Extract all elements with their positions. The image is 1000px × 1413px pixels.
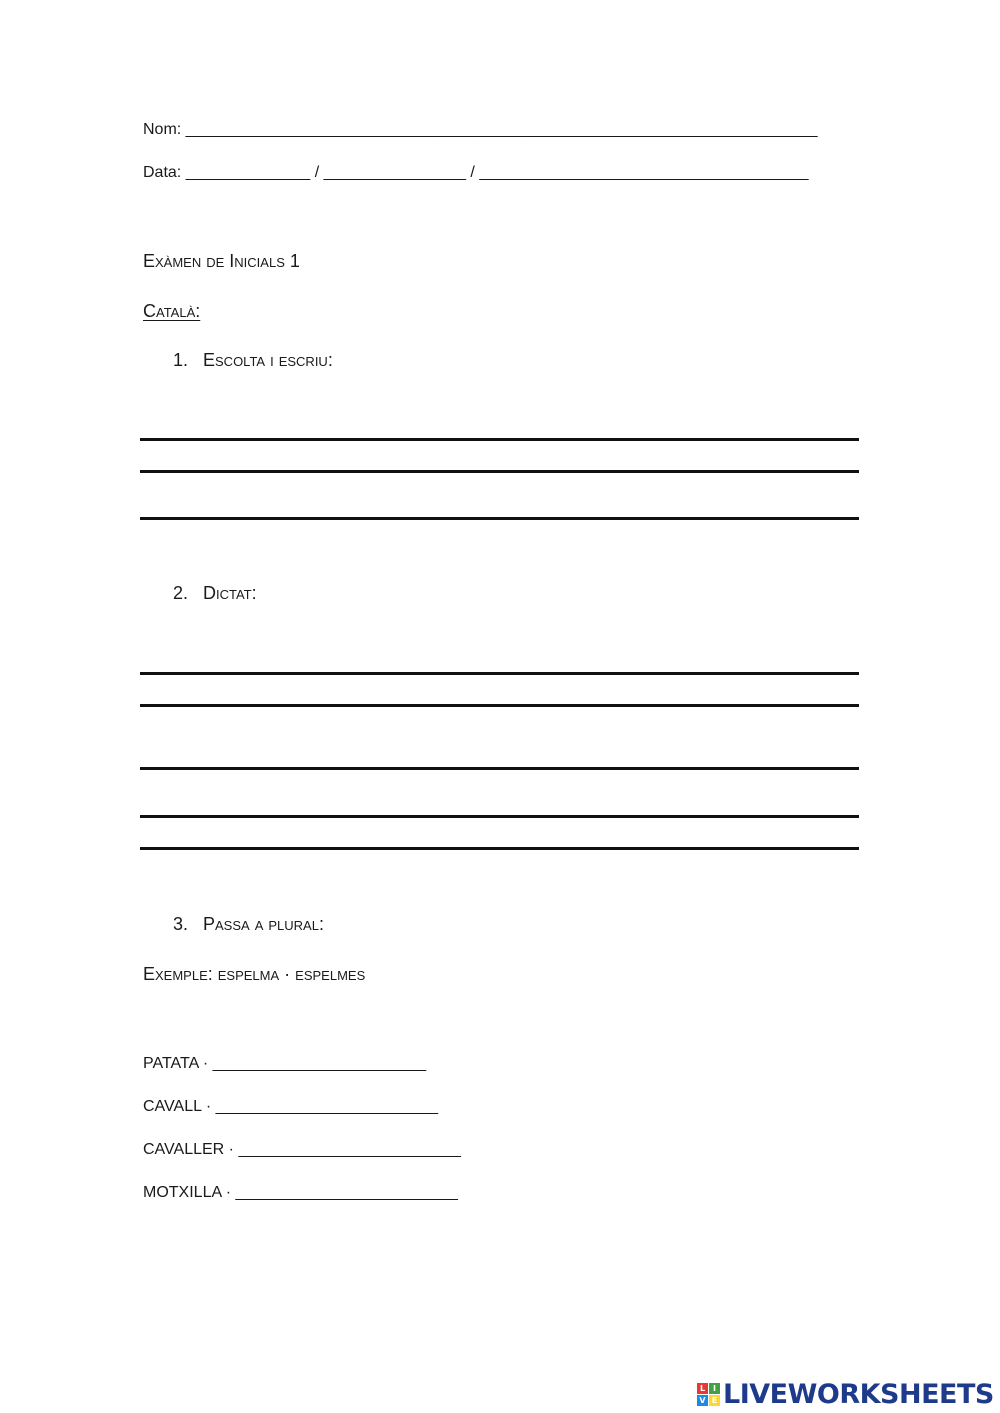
subject-heading: Català: (143, 301, 201, 321)
logo-tiles (697, 1383, 720, 1406)
logo-tile: L (697, 1383, 708, 1394)
plural-item-cavall[interactable]: CAVALL · _________________________ (143, 1098, 439, 1115)
answer-line[interactable] (140, 672, 859, 675)
answer-line[interactable] (140, 815, 859, 818)
logo-tile: E (709, 1395, 720, 1406)
section-3-heading (173, 914, 324, 934)
answer-line[interactable] (140, 767, 859, 770)
answer-line[interactable] (140, 470, 859, 473)
section-title: Passa a plural: (203, 914, 324, 934)
section-1-heading (173, 350, 333, 370)
liveworksheets-logo (697, 1378, 994, 1410)
section-number: 2. (173, 583, 189, 603)
section-2-heading (173, 583, 257, 603)
logo-text: LIVEWORKSHEETS (723, 1378, 994, 1410)
answer-line[interactable] (140, 704, 859, 707)
answer-line[interactable] (140, 438, 859, 441)
name-field-line[interactable]: Nom: _______________________________________________________________________ (143, 121, 818, 138)
section-number: 3. (173, 914, 189, 934)
answer-line[interactable] (140, 517, 859, 520)
logo-tile: I (709, 1383, 720, 1394)
answer-line[interactable] (140, 847, 859, 850)
date-field-line[interactable]: Data: ______________ / ________________ / _____________________________________ (143, 164, 809, 181)
plural-item-cavaller[interactable]: CAVALLER · _________________________ (143, 1141, 461, 1158)
section-number: 1. (173, 350, 189, 370)
example-text: Exemple: espelma · espelmes (143, 964, 366, 984)
section-title: Dictat: (203, 583, 257, 603)
plural-item-patata[interactable]: PATATA · ________________________ (143, 1055, 427, 1072)
exam-title: Exàmen de Inicials 1 (143, 251, 300, 271)
section-title: Escolta i escriu: (203, 350, 333, 370)
logo-tile: V (697, 1395, 708, 1406)
plural-item-motxilla[interactable]: MOTXILLA · _________________________ (143, 1184, 458, 1201)
